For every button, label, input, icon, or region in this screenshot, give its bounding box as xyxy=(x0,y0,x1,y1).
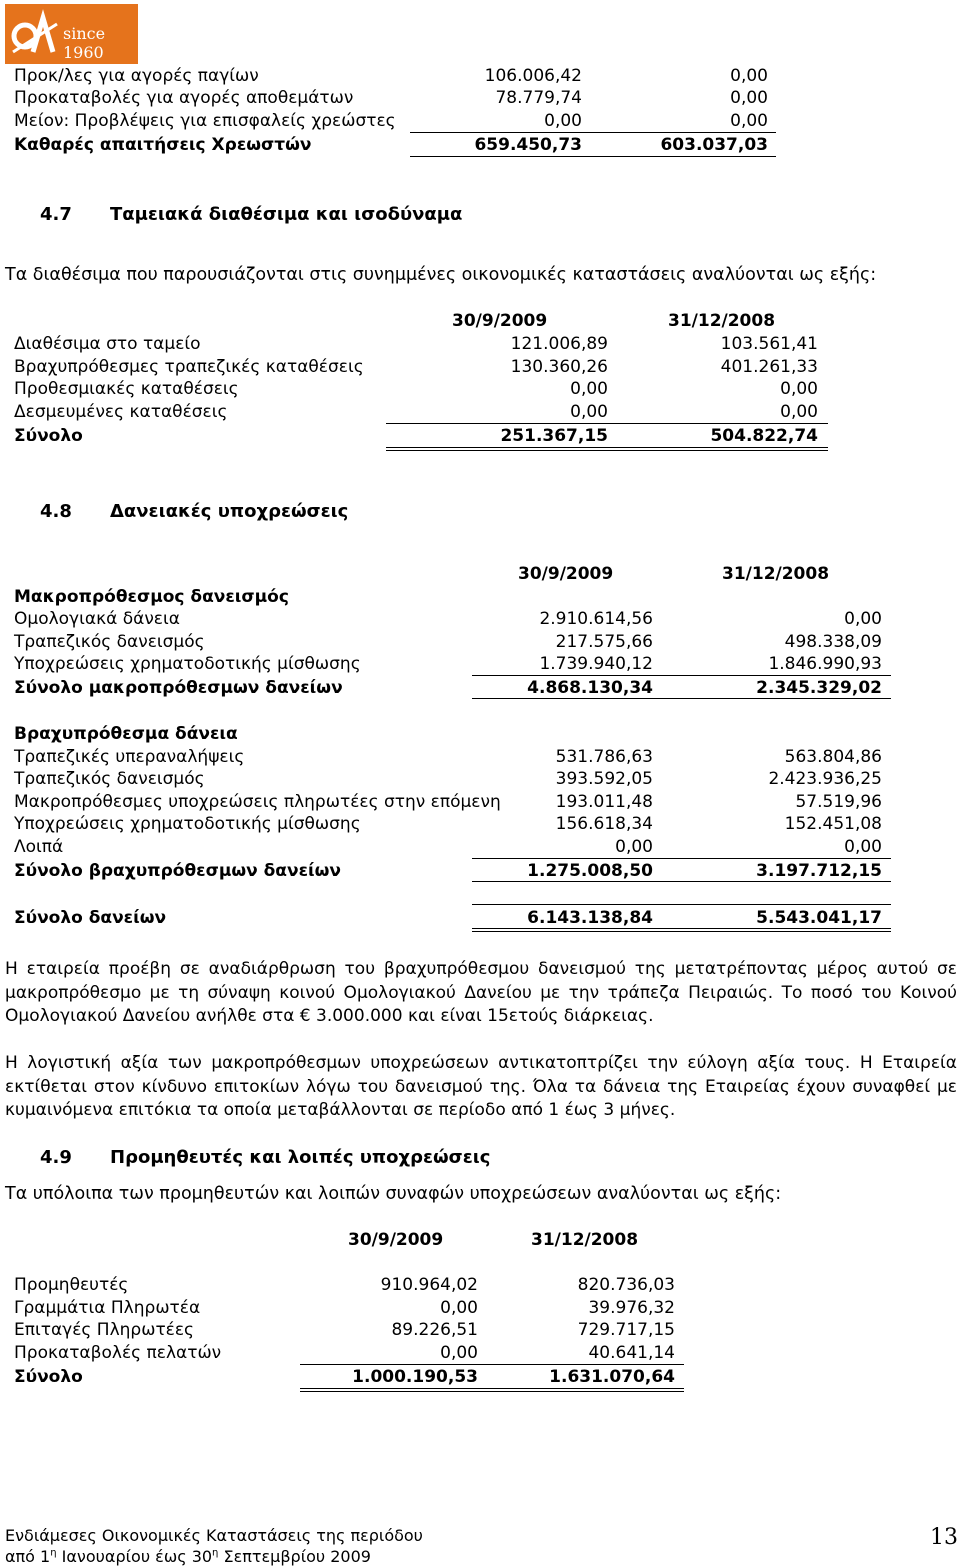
table-cell: 0,00 xyxy=(730,111,768,131)
table-cell: 0,00 xyxy=(844,837,882,857)
divider xyxy=(300,1364,684,1365)
subsection-heading: Μακροπρόθεσμος δανεισμός xyxy=(14,587,289,607)
table-cell: 78.779,74 xyxy=(495,88,582,108)
section-title: Ταμειακά διαθέσιμα και ισοδύναμα xyxy=(110,204,463,225)
table-cell: 0,00 xyxy=(570,379,608,399)
table-cell: 121.006,89 xyxy=(510,334,608,354)
loans-paragraph-1: Η εταιρεία προέβη σε αναδιάρθρωση του βραχυπρόθεσμου δανεισμού της μετατρέποντας μέρος αυτού σε μακροπρόθεσμο με τη σύναψη κοινού Ομολογιακού Δανείου με την τράπεζα Πειραιώς. Το ποσό του Κοινού Ομολογιακού Δανείου ανήλθε στα € 3.000.000 και είναι 15ετούς διάρκειας. xyxy=(5,959,957,1026)
footer-line-1: Ενδιάμεσες Οικονομικές Καταστάσεις της περιόδου xyxy=(5,1526,423,1545)
table-row-label: Υποχρεώσεις χρηματοδοτικής μίσθωσης xyxy=(14,814,361,834)
section-number: 4.7 xyxy=(40,204,72,225)
table-cell: 217.575,66 xyxy=(555,632,653,652)
table-cell: 0,00 xyxy=(570,402,608,422)
table-cell: 0,00 xyxy=(440,1343,478,1363)
table-row-label: Τραπεζικός δανεισμός xyxy=(14,769,205,789)
double-divider xyxy=(300,1388,684,1392)
table-cell: 0,00 xyxy=(780,402,818,422)
table-row-label: Προθεσμιακές καταθέσεις xyxy=(14,379,239,399)
table-total-cell: 251.367,15 xyxy=(500,426,608,446)
table-total-cell: 504.822,74 xyxy=(710,426,818,446)
table-cell: 0,00 xyxy=(615,837,653,857)
page-number: 13 xyxy=(930,1525,958,1550)
section-number: 4.9 xyxy=(40,1147,72,1168)
table-cell: 57.519,96 xyxy=(795,792,882,812)
divider xyxy=(410,156,776,157)
table-total-cell: 2.345.329,02 xyxy=(756,678,882,698)
section-number: 4.8 xyxy=(40,501,72,522)
table-cell: 0,00 xyxy=(544,111,582,131)
table-total-cell: 6.143.138,84 xyxy=(527,908,653,928)
table-row-label: Τραπεζικές υπεραναλήψεις xyxy=(14,747,245,767)
divider xyxy=(472,881,891,882)
divider xyxy=(472,698,891,699)
divider xyxy=(472,858,891,859)
table-total-cell: 4.868.130,34 xyxy=(527,678,653,698)
table-cell: 401.261,33 xyxy=(720,357,818,377)
table-row-label: Δεσμευμένες καταθέσεις xyxy=(14,402,228,422)
table-cell: 0,00 xyxy=(780,379,818,399)
table-cell: 910.964,02 xyxy=(380,1275,478,1295)
section-intro: Τα διαθέσιμα που παρουσιάζονται στις συνημμένες οικονομικές καταστάσεις αναλύονται ως εξής: xyxy=(5,265,877,285)
table-row-label: Λοιπά xyxy=(14,837,64,857)
table-cell: 820.736,03 xyxy=(577,1275,675,1295)
table-cell: 39.976,32 xyxy=(588,1298,675,1318)
table-row-label: Προκαταβολές πελατών xyxy=(14,1343,222,1363)
table-cell: 0,00 xyxy=(844,609,882,629)
table-cell: 563.804,86 xyxy=(784,747,882,767)
company-logo xyxy=(5,4,138,64)
column-header: 30/9/2009 xyxy=(348,1230,444,1250)
section-title: Προμηθευτές και λοιπές υποχρεώσεις xyxy=(110,1147,491,1168)
table-row-label: Προκ/λες για αγορές παγίων xyxy=(14,66,259,86)
table-cell: 40.641,14 xyxy=(588,1343,675,1363)
table-cell: 193.011,48 xyxy=(555,792,653,812)
table-cell: 156.618,34 xyxy=(555,814,653,834)
column-header: 31/12/2008 xyxy=(668,311,776,331)
logo-mark-icon xyxy=(5,4,63,64)
subsection-heading: Βραχυπρόθεσμα δάνεια xyxy=(14,724,238,744)
table-total-cell: 1.275.008,50 xyxy=(527,861,653,881)
table-cell: 89.226,51 xyxy=(391,1320,478,1340)
table-cell: 152.451,08 xyxy=(784,814,882,834)
table-cell: 393.592,05 xyxy=(555,769,653,789)
table-total-label: Σύνολο xyxy=(14,1367,83,1387)
table-cell: 0,00 xyxy=(730,88,768,108)
table-cell: 2.910.614,56 xyxy=(539,609,653,629)
divider xyxy=(410,132,776,133)
table-total-cell: 3.197.712,15 xyxy=(756,861,882,881)
logo-text: since 1960 xyxy=(63,24,106,62)
table-cell: 103.561,41 xyxy=(720,334,818,354)
loans-paragraph-2: Η λογιστική αξία των μακροπρόθεσμων υποχρεώσεων αντικατοπτρίζει την εύλογη αξία τους. Η Εταιρεία εκτίθεται στον κίνδυνο επιτοκίων λόγω του δανεισμού της. Όλα τα δάνεια της Εταιρείας έχουν συναφθεί με κυμαινόμενα επιτόκια τα οποία μεταβάλλονται σε περίοδο από 1 έως 3 μήνες. xyxy=(5,1053,957,1120)
table-row-label: Υποχρεώσεις χρηματοδοτικής μίσθωσης xyxy=(14,654,361,674)
table-total-label: Σύνολο βραχυπρόθεσμων δανείων xyxy=(14,861,342,881)
footer-line-2: από $1^\eta$ Ιανουαρίου έως $30^\eta$ Σεπτεμβρίου 2009 xyxy=(5,1547,371,1566)
column-header: 31/12/2008 xyxy=(531,1230,639,1250)
divider xyxy=(472,675,891,676)
table-row-label: Προκαταβολές για αγορές αποθεμάτων xyxy=(14,88,354,108)
table-cell: 1.846.990,93 xyxy=(768,654,882,674)
divider xyxy=(386,423,828,424)
table-total-label: Καθαρές απαιτήσεις Χρεωστών xyxy=(14,135,312,155)
table-total-cell: 603.037,03 xyxy=(660,135,768,155)
table-cell: 106.006,42 xyxy=(484,66,582,86)
table-row-label: Ομολογιακά δάνεια xyxy=(14,609,180,629)
divider xyxy=(472,904,891,905)
column-header: 31/12/2008 xyxy=(722,564,830,584)
table-row-label: Επιταγές Πληρωτέες xyxy=(14,1320,195,1340)
table-cell: 498.338,09 xyxy=(784,632,882,652)
table-cell: 531.786,63 xyxy=(555,747,653,767)
table-cell: 1.739.940,12 xyxy=(539,654,653,674)
table-row-label: Βραχυπρόθεσμες τραπεζικές καταθέσεις xyxy=(14,357,364,377)
column-header: 30/9/2009 xyxy=(518,564,614,584)
table-cell: 0,00 xyxy=(440,1298,478,1318)
table-total-cell: 1.631.070,64 xyxy=(549,1367,675,1387)
table-cell: 130.360,26 xyxy=(510,357,608,377)
table-row-label: Διαθέσιμα στο ταμείο xyxy=(14,334,201,354)
table-total-label: Σύνολο δανείων xyxy=(14,908,167,928)
column-header: 30/9/2009 xyxy=(452,311,548,331)
table-row-label: Γραμμάτια Πληρωτέα xyxy=(14,1298,201,1318)
table-total-label: Σύνολο μακροπρόθεσμων δανείων xyxy=(14,678,343,698)
double-divider xyxy=(386,447,828,451)
table-cell: 729.717,15 xyxy=(577,1320,675,1340)
table-total-cell: 5.543.041,17 xyxy=(756,908,882,928)
section-intro: Τα υπόλοιπα των προμηθευτών και λοιπών συναφών υποχρεώσεων αναλύονται ως εξής: xyxy=(5,1184,782,1204)
double-divider xyxy=(472,928,891,932)
table-total-label: Σύνολο xyxy=(14,426,83,446)
table-row-label: Τραπεζικός δανεισμός xyxy=(14,632,205,652)
table-row-label: Μακροπρόθεσμες υποχρεώσεις πληρωτέες στην επόμενη xyxy=(14,792,501,812)
table-row-label: Προμηθευτές xyxy=(14,1275,129,1295)
table-total-cell: 659.450,73 xyxy=(474,135,582,155)
table-cell: 0,00 xyxy=(730,66,768,86)
section-title: Δανειακές υποχρεώσεις xyxy=(110,501,349,522)
table-cell: 2.423.936,25 xyxy=(768,769,882,789)
table-total-cell: 1.000.190,53 xyxy=(352,1367,478,1387)
table-row-label: Μείον: Προβλέψεις για επισφαλείς χρεώστες xyxy=(14,111,396,131)
